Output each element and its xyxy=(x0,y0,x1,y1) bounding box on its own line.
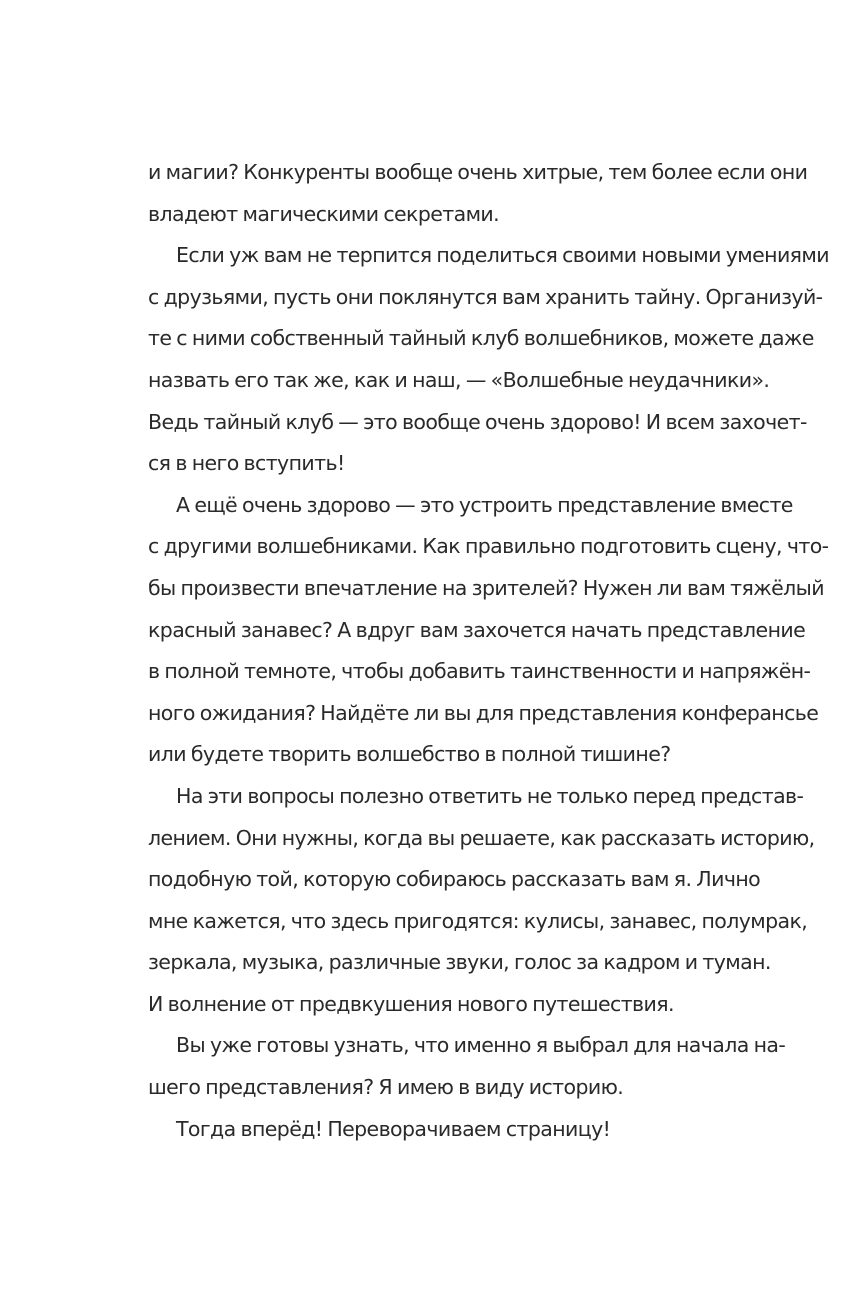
text-line: Если уж вам не терпится поделиться своими новыми умениями xyxy=(176,243,829,268)
text-line: с друзьями, пусть они поклянутся вам хранить тайну. Организуй- xyxy=(148,284,823,309)
text-line: лением. Они нужны, когда вы решаете, как рассказать историю, xyxy=(148,825,815,850)
paragraph xyxy=(148,152,808,235)
paragraph xyxy=(148,1025,786,1108)
text-line: владеют магическими секретами. xyxy=(148,201,500,226)
text-line: ного ожидания? Найдёте ли вы для представления конферансье xyxy=(148,700,819,725)
text-line: И волнение от предвкушения нового путешествия. xyxy=(148,991,674,1016)
paragraph xyxy=(148,485,829,776)
text-line: На эти вопросы полезно ответить не только перед представ- xyxy=(176,783,804,808)
text-line: шего представления? Я имею в виду историю. xyxy=(148,1075,624,1100)
text-line: ся в него вступить! xyxy=(148,451,345,476)
paragraph xyxy=(148,1109,756,1151)
text-line: зеркала, музыка, различные звуки, голос за кадром и туман. xyxy=(148,950,771,975)
text-line: с другими волшебниками. Как правильно подготовить сцену, что- xyxy=(148,534,829,559)
page-text xyxy=(148,152,829,1150)
text-line: бы произвести впечатление на зрителей? Нужен ли вам тяжёлый xyxy=(148,575,824,600)
paragraph xyxy=(148,776,815,1026)
text-line: красный занавес? А вдруг вам захочется начать представление xyxy=(148,617,806,642)
text-line: те с ними собственный тайный клуб волшебников, можете даже xyxy=(148,326,814,351)
text-line: Ведь тайный клуб — это вообще очень здорово! И всем захочет- xyxy=(148,409,807,434)
text-line: Вы уже готовы узнать, что именно я выбрал для начала на- xyxy=(176,1033,786,1058)
text-line: назвать его так же, как и наш, — «Волшебные неудачники». xyxy=(148,367,770,392)
text-line: подобную той, которую собираюсь рассказать вам я. Лично xyxy=(148,867,761,892)
text-line: Тогда вперёд! Переворачиваем страницу! xyxy=(176,1116,611,1141)
text-line: и магии? Конкуренты вообще очень хитрые, тем более если они xyxy=(148,160,808,184)
text-line: или будете творить волшебство в полной тишине? xyxy=(148,742,671,767)
text-line: А ещё очень здорово — это устроить представление вместе xyxy=(176,492,793,517)
text-line: мне кажется, что здесь пригодятся: кулисы, занавес, полумрак, xyxy=(148,908,808,933)
paragraph xyxy=(148,235,829,485)
text-line: в полной темноте, чтобы добавить таинственности и напряжён- xyxy=(148,659,811,684)
